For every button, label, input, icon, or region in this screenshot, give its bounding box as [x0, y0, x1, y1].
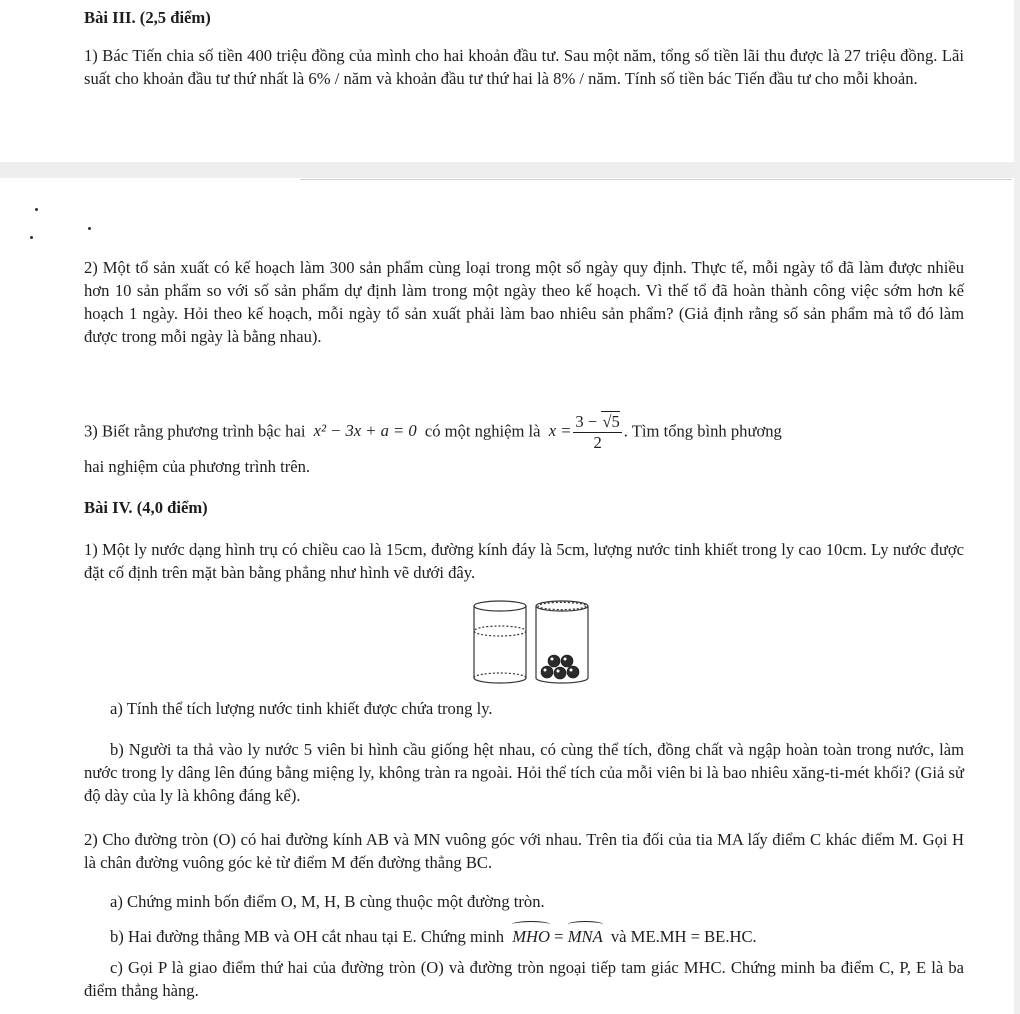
cup-water: [474, 601, 526, 683]
marbles: [541, 655, 579, 679]
scan-edge: [1014, 0, 1020, 1014]
bai4-problem-2a: a) Chứng minh bốn điểm O, M, H, B cùng thuộc một đường tròn.: [110, 892, 545, 911]
bai4-problem-1b: b) Người ta thả vào ly nước 5 viên bi hình cầu giống hệt nhau, có cùng thể tích, đồng chất và ngập hoàn toàn trong nước, làm nước trong ly dâng lên đúng bằng miệng ly, không tràn ra ngoài. Hỏi thể tích của mỗi viên bi là bao nhiêu xăng-ti-mét khối? (Giả sử độ dày của ly là không đáng kể).: [84, 740, 964, 805]
p3-text-a: 3) Biết rằng phương trình bậc hai: [84, 421, 306, 441]
p3-text-c: . Tìm tổng bình phương: [623, 421, 782, 441]
bai3-problem-3: [84, 412, 964, 453]
scan-dot: [35, 208, 38, 211]
scan-dot: [88, 227, 91, 230]
bai3-problem-3-cont: hai nghiệm của phương trình trên.: [84, 457, 311, 476]
cups-figure: [470, 598, 594, 690]
sqrt-five: √5: [602, 412, 620, 431]
bai4-problem-1a: a) Tính thể tích lượng nước tinh khiết được chứa trong ly.: [110, 699, 493, 718]
bai3-problem-1: 1) Bác Tiến chia số tiền 400 triệu đồng của mình cho hai khoản đầu tư. Sau một năm, tổng số tiền lãi thu được là 27 triệu đồng. Lãi suất cho khoản đầu tư thứ nhất là 6% / năm và khoản đầu tư thứ hai là 8% / năm. Tính số tiền bác Tiến đầu tư cho mỗi khoản.: [84, 46, 964, 88]
scan-gap: [0, 162, 1020, 178]
fraction-denominator: 2: [593, 433, 602, 452]
scan-gap-line: [300, 179, 1012, 180]
root-fraction: [573, 412, 621, 453]
angle-mna: MNA: [567, 927, 603, 946]
bai4-problem-2b: [110, 925, 964, 948]
fraction-numerator: [573, 412, 621, 433]
p3-text-b: có một nghiệm là: [424, 421, 541, 441]
p2b-equals: =: [550, 927, 568, 946]
numerator-part: 3 −: [575, 412, 598, 431]
p3-x-label: x =: [548, 421, 572, 441]
scan-dot: [30, 236, 33, 239]
bai4-problem-1: 1) Một ly nước dạng hình trụ có chiều cao là 15cm, đường kính đáy là 5cm, lượng nước tinh khiết trong ly cao 10cm. Ly nước được đặt cố định trên mặt bàn bằng phẳng như hình vẽ dưới đây.: [84, 540, 964, 582]
bai4-problem-2: 2) Cho đường tròn (O) có hai đường kính AB và MN vuông góc với nhau. Trên tia đối của tia MA lấy điểm C khác điểm M. Gọi H là chân đường vuông góc kẻ từ điểm M đến đường thẳng BC.: [84, 830, 964, 872]
p2b-text-a: b) Hai đường thẳng MB và OH cắt nhau tại E. Chứng minh: [110, 927, 505, 946]
bai4-problem-2c: c) Gọi P là giao điểm thứ hai của đường tròn (O) và đường tròn ngoại tiếp tam giác MHC. Chứng minh ba điểm C, P, E là ba điểm thẳng hàng.: [84, 958, 964, 1000]
bai4-heading: Bài IV. (4,0 điểm): [84, 498, 208, 517]
angle-mho: MHO: [512, 927, 551, 946]
bai3-problem-2: 2) Một tổ sản xuất có kế hoạch làm 300 sản phẩm cùng loại trong một số ngày quy định. Thực tế, mỗi ngày tổ đã làm được nhiều hơn 10 sản phẩm so với số sản phẩm dự định làm trong một ngày theo kế hoạch. Vì thế tổ đã hoàn thành công việc sớm hơn kế hoạch 1 ngày. Hỏi theo kế hoạch, mỗi ngày tổ sản xuất phải làm bao nhiêu sản phẩm? (Giả định rằng số sản phẩm mà tổ đó làm được trong mỗi ngày là bằng nhau).: [84, 258, 964, 346]
p2b-text-b: và ME.MH = BE.HC.: [610, 927, 757, 946]
p3-equation: x² − 3x + a = 0: [313, 421, 417, 441]
bai3-heading: Bài III. (2,5 điểm): [84, 8, 211, 27]
